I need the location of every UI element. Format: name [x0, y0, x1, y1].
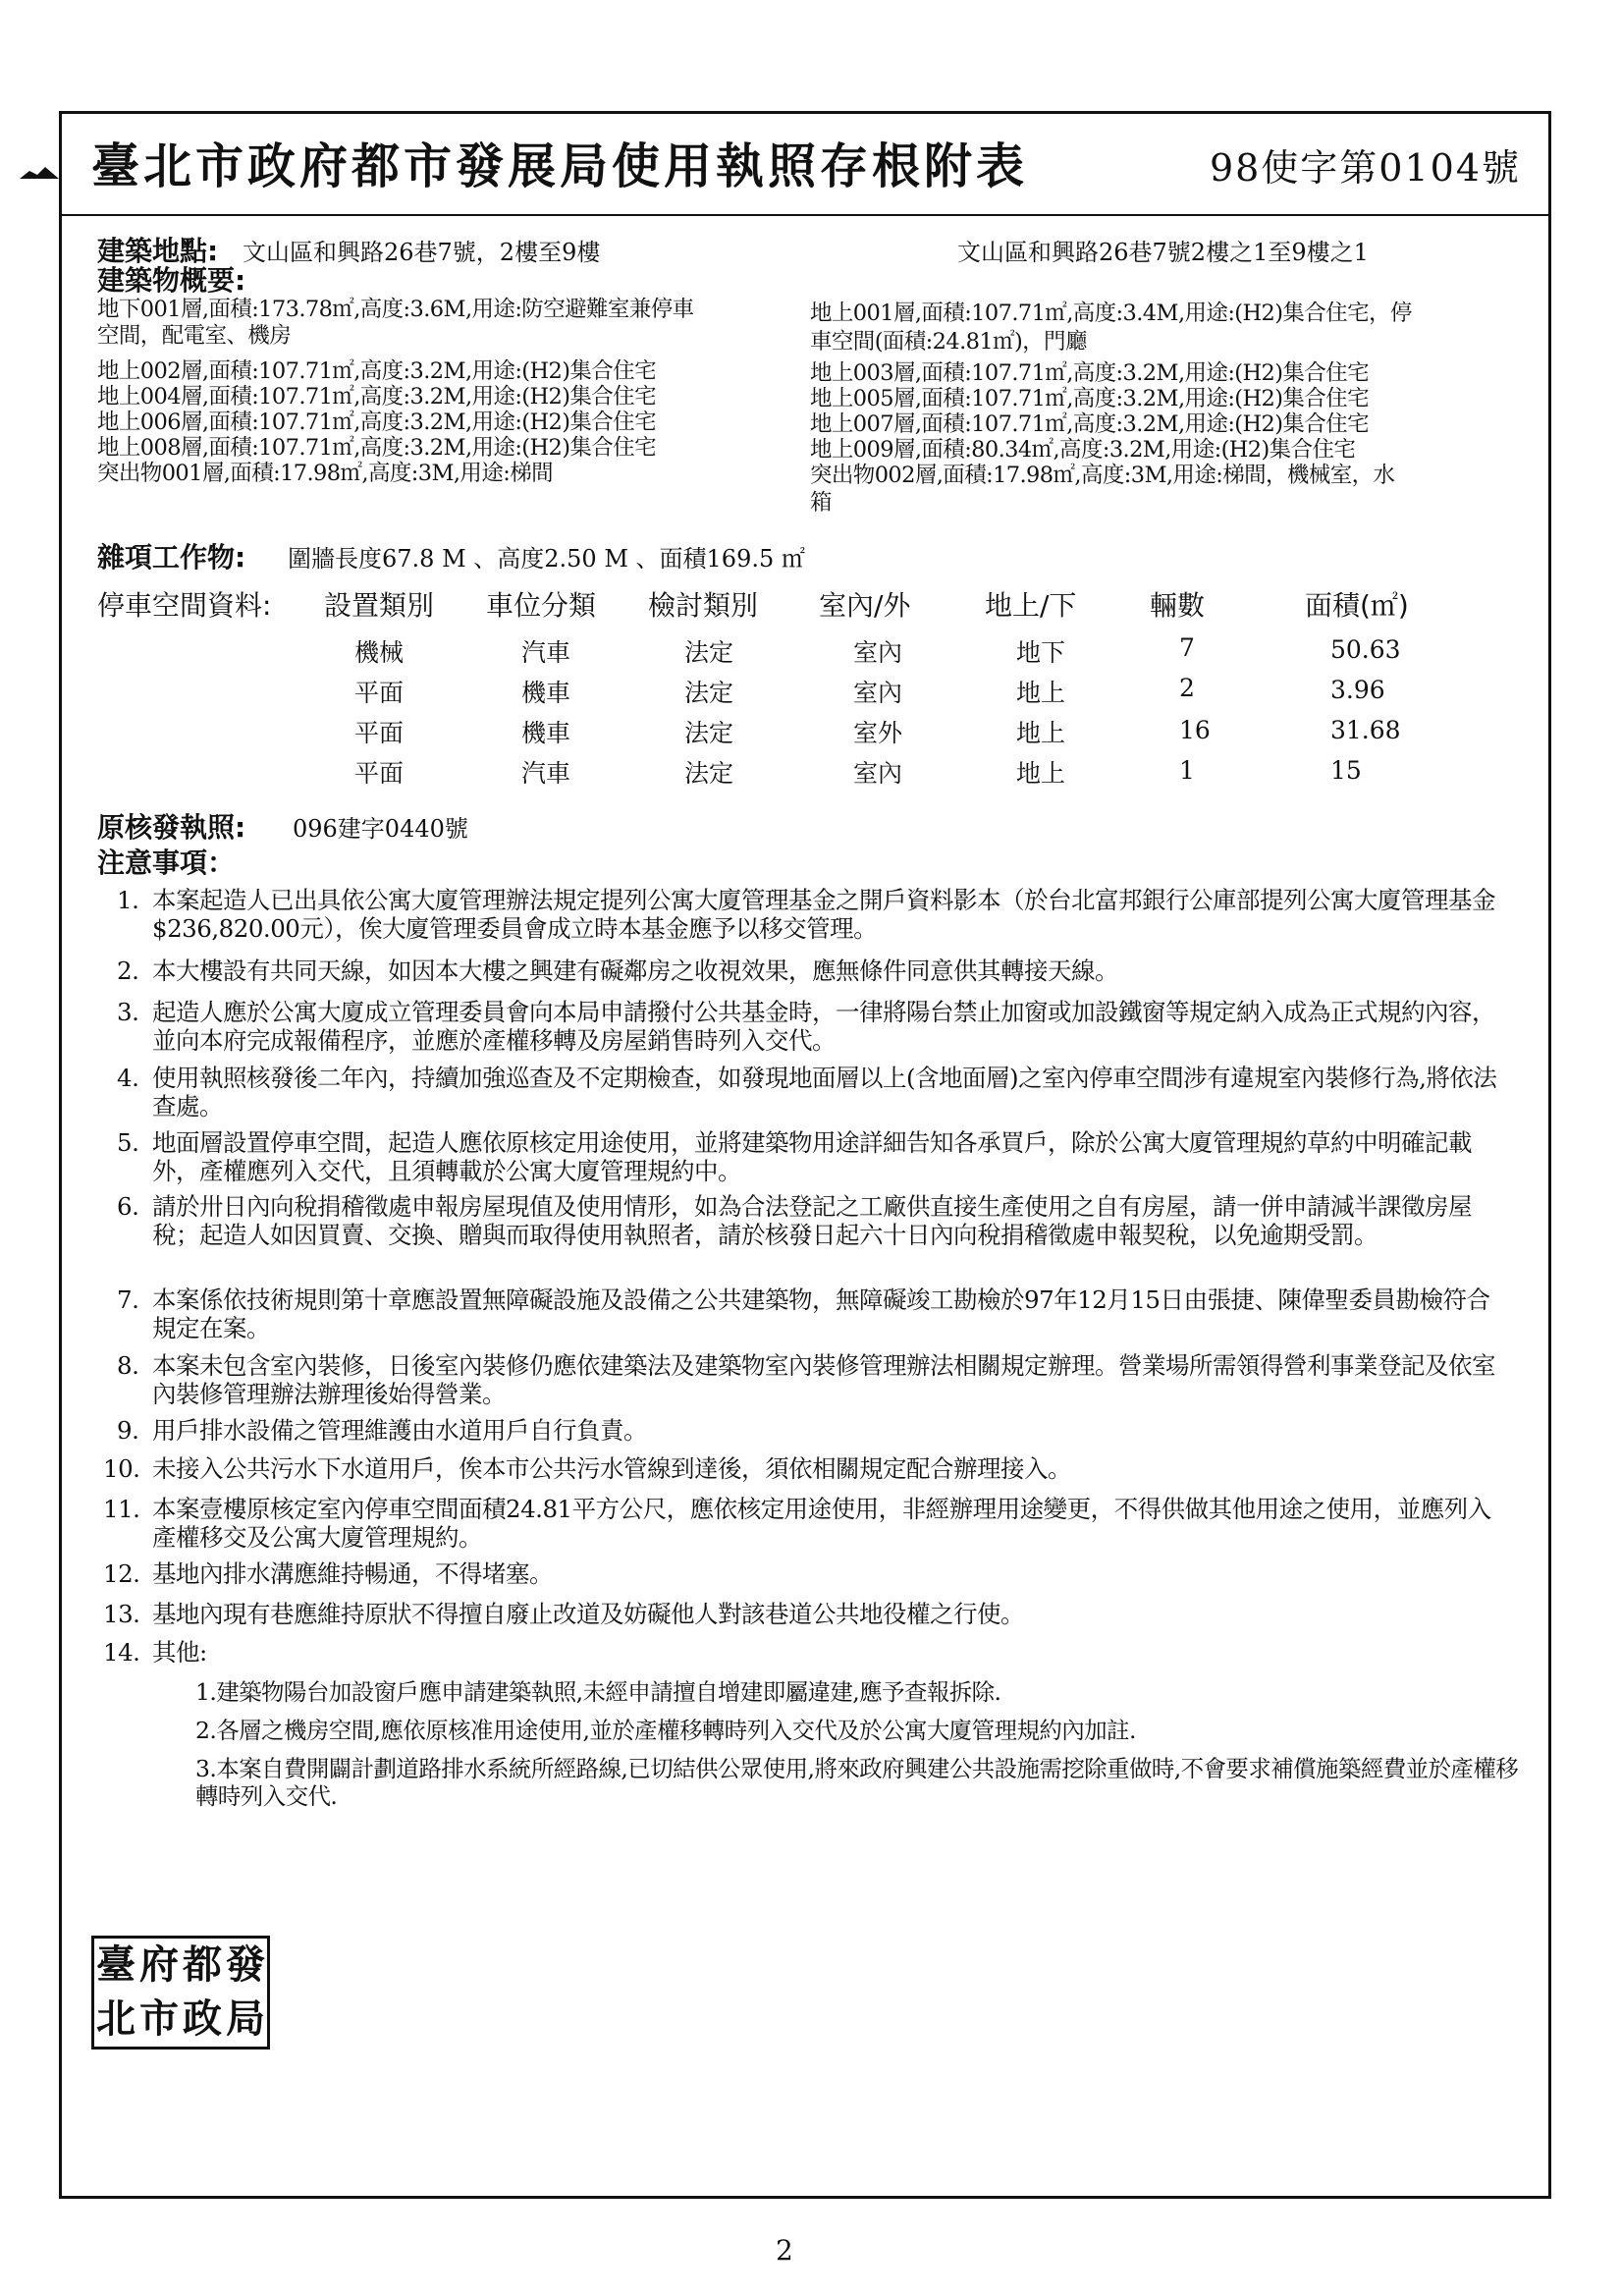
note-text: 本案起造人已出具依公寓大廈管理辦法規定提列公寓大廈管理基金之開戶資料影本（於台北富邦銀行公庫部提列公寓大廈管理基金$236,820.00元），俟大廈管理委員會成立時本基金應予以移交管理。 — [152, 886, 1495, 943]
stamp-char: 市 — [139, 1995, 179, 2042]
parking-cell: 2 — [1179, 674, 1195, 702]
parking-cell: 汽車 — [521, 638, 571, 667]
document-number: 98使字第0104號 — [1209, 146, 1521, 190]
stamp-char: 發 — [226, 1941, 265, 1988]
stamp-char: 府 — [139, 1941, 179, 1988]
parking-cell: 室內 — [853, 638, 903, 667]
note-number: 9. — [117, 1416, 139, 1445]
note-number: 2. — [117, 957, 139, 985]
note-number: 14. — [103, 1638, 140, 1667]
note-sub-item: 2.各層之機房空間,應依原核准用途使用,並於產權移轉時列入交代及於公寓大廈管理規約內加註. — [195, 1717, 1136, 1744]
parking-cell: 平面 — [354, 759, 405, 788]
overview-left-line: 地上002層,面積:107.71㎡,高度:3.2M,用途:(H2)集合住宅 — [97, 358, 656, 384]
parking-header: 室內/外 — [819, 589, 911, 622]
parking-cell: 汽車 — [521, 759, 571, 788]
overview-left-line: 空間，配電室、機房 — [97, 323, 292, 349]
parking-cell: 機械 — [354, 638, 405, 667]
parking-label: 停車空間資料: — [97, 589, 272, 622]
parking-cell: 法定 — [684, 679, 734, 707]
note-item — [117, 957, 1511, 988]
overview-left-line: 地上006層,面積:107.71㎡,高度:3.2M,用途:(H2)集合住宅 — [97, 410, 656, 435]
overview-right-line: 地上003層,面積:107.71㎡,高度:3.2M,用途:(H2)集合住宅 — [810, 360, 1369, 386]
parking-header: 面積(㎡) — [1305, 589, 1409, 622]
note-text: 用戶排水設備之管理維護由水道用戶自行負責。 — [152, 1416, 647, 1445]
parking-cell: 16 — [1179, 716, 1211, 744]
parking-cell: 室外 — [853, 719, 903, 747]
overview-left-line: 地上004層,面積:107.71㎡,高度:3.2M,用途:(H2)集合住宅 — [97, 384, 656, 410]
note-item — [117, 998, 1511, 1059]
overview-right-line: 地上007層,面積:107.71㎡,高度:3.2M,用途:(H2)集合住宅 — [810, 411, 1369, 437]
note-number: 7. — [117, 1285, 139, 1314]
note-item — [117, 1351, 1511, 1412]
parking-cell: 50.63 — [1330, 635, 1401, 664]
parking-cell: 7 — [1179, 633, 1195, 662]
parking-header: 設置類別 — [324, 589, 435, 622]
parking-cell: 平面 — [354, 679, 405, 707]
original-permit-value: 096建字0440號 — [293, 815, 468, 843]
note-item — [117, 1128, 1511, 1189]
notes-label: 注意事項： — [97, 847, 236, 879]
overview-right-line: 地上001層,面積:107.71㎡,高度:3.4M,用途:(H2)集合住宅，停 — [810, 301, 1412, 326]
note-number: 1. — [117, 886, 139, 914]
parking-cell: 平面 — [354, 719, 405, 747]
note-number: 3. — [117, 998, 139, 1026]
parking-cell: 3.96 — [1330, 676, 1385, 704]
overview-left-line: 地下001層,面積:173.78㎡,高度:3.6M,用途:防空避難室兼停車 — [97, 297, 694, 322]
overview-right-line: 突出物002層,面積:17.98㎡,高度:3M,用途:梯間，機械室，水 — [810, 463, 1395, 488]
stamp-char: 北 — [96, 1995, 135, 2042]
title-row — [62, 114, 1548, 216]
note-item — [117, 1285, 1511, 1346]
parking-cell: 1 — [1179, 756, 1195, 785]
parking-cell: 機車 — [521, 679, 571, 707]
note-item — [117, 1416, 1511, 1448]
document-title: 臺北市政府都市發展局使用執照存根附表 — [91, 137, 1029, 194]
parking-cell: 15 — [1330, 756, 1362, 785]
note-text: 基地內排水溝應維持暢通，不得堵塞。 — [152, 1559, 553, 1588]
parking-cell: 31.68 — [1330, 716, 1401, 744]
official-stamp — [91, 1936, 270, 2050]
parking-cell: 室內 — [853, 679, 903, 707]
note-item — [117, 886, 1511, 947]
address-value: 文山區和興路26巷7號，2樓至9樓 — [243, 239, 601, 266]
note-sub-item: 1.建築物陽台加設窗戶應申請建築執照,未經申請擅自增建即屬違建,應予查報拆除. — [195, 1678, 1001, 1706]
parking-cell: 法定 — [684, 759, 734, 788]
note-item — [103, 1454, 1511, 1486]
parking-cell: 法定 — [684, 638, 734, 667]
note-text: 請於卅日內向稅捐稽徵處申報房屋現值及使用情形，如為合法登記之工廠供直接生產使用之自有房屋，請一併申請減半課徵房屋稅；起造人如因買賣、交換、贈與而取得使用執照者，請於核發日起六十日內向稅捐稽徵處申報契稅，以免逾期受罰。 — [152, 1192, 1472, 1249]
parking-cell: 室內 — [853, 759, 903, 788]
note-text: 地面層設置停車空間，起造人應依原核定用途使用，並將建築物用途詳細告知各承買戶，除於公寓大廈管理規約草約中明確記載外，產權應列入交代，且須轉載於公寓大廈管理規約中。 — [152, 1128, 1472, 1185]
stamp-char: 政 — [183, 1995, 222, 2042]
parking-cell: 地上 — [1016, 759, 1066, 788]
note-number: 10. — [103, 1454, 140, 1483]
parking-cell: 機車 — [521, 719, 571, 747]
overview-right-line: 地上009層,面積:80.34㎡,高度:3.2M,用途:(H2)集合住宅 — [810, 437, 1356, 463]
note-item — [117, 1064, 1511, 1124]
misc-value: 圍牆長度67.8 M 、高度2.50 M 、面積169.5 ㎡ — [288, 545, 805, 573]
parking-header: 地上/下 — [985, 589, 1077, 622]
overview-right-line: 地上005層,面積:107.71㎡,高度:3.2M,用途:(H2)集合住宅 — [810, 386, 1369, 411]
overview-left-line: 突出物001層,面積:17.98㎡,高度:3M,用途:梯間 — [97, 461, 554, 486]
note-item — [117, 1192, 1511, 1281]
note-number: 4. — [117, 1064, 139, 1092]
original-permit-label: 原核發執照: — [97, 811, 246, 844]
overview-right-line: 箱 — [810, 490, 832, 516]
note-text: 基地內現有巷應維持原狀不得擅自廢止改道及妨礙他人對該巷道公共地役權之行使。 — [152, 1600, 1024, 1628]
note-number: 5. — [117, 1128, 139, 1157]
overview-left-line: 地上008層,面積:107.71㎡,高度:3.2M,用途:(H2)集合住宅 — [97, 435, 656, 461]
parking-cell: 地下 — [1016, 638, 1066, 667]
note-number: 13. — [103, 1600, 140, 1628]
overview-right-line: 車空間(面積:24.81㎡)，門廳 — [810, 329, 1087, 355]
page-number: 2 — [776, 2234, 793, 2267]
note-number: 8. — [117, 1351, 139, 1380]
note-text: 使用執照核發後二年內，持續加強巡查及不定期檢查，如發現地面層以上(含地面層)之室內停車空間涉有違規室內裝修行為,將依法查處。 — [152, 1064, 1497, 1121]
note-text: 本案未包含室內裝修，日後室內裝修仍應依建築法及建築物室內裝修管理辦法相關規定辦理。營業場所需領得營利事業登記及依室內裝修管理辦法辦理後始得營業。 — [152, 1351, 1495, 1408]
note-sub-item: 3.本案自費開闢計劃道路排水系統所經路線,已切結供公眾使用,將來政府興建公共設施需挖除重做時,不會要求補償施築經費並於產權移轉時列入交代. — [195, 1755, 1519, 1810]
parking-cell: 地上 — [1016, 679, 1066, 707]
note-text: 本大樓設有共同天線，如因本大樓之興建有礙鄰房之收視效果，應無條件同意供其轉接天線。 — [152, 957, 1118, 985]
note-item — [103, 1495, 1511, 1556]
stamp-char: 局 — [226, 1995, 265, 2042]
stamp-char: 臺 — [96, 1941, 135, 1988]
scan-mark — [20, 165, 59, 181]
note-item — [103, 1600, 1511, 1631]
note-number: 6. — [117, 1192, 139, 1221]
note-number: 11. — [103, 1495, 140, 1523]
parking-header: 檢討類別 — [648, 589, 759, 622]
note-item — [103, 1559, 1511, 1591]
parking-cell: 地上 — [1016, 719, 1066, 747]
address-right: 文山區和興路26巷7號2樓之1至9樓之1 — [957, 239, 1369, 266]
note-item — [103, 1638, 1511, 1669]
address-label: 建築地點: — [97, 235, 219, 267]
parking-cell: 法定 — [684, 719, 734, 747]
note-text: 本案係依技術規則第十章應設置無障礙設施及設備之公共建築物，無障礙竣工勘檢於97年12月15日由張捷、陳偉聖委員勘檢符合規定在案。 — [152, 1285, 1490, 1342]
misc-label: 雜項工作物: — [97, 541, 246, 574]
note-text: 起造人應於公寓大廈成立管理委員會向本局申請撥付公共基金時，一律將陽台禁止加窗或加設鐵窗等規定納入成為正式規約內容，並向本府完成報備程序，並應於產權移轉及房屋銷售時列入交代。 — [152, 998, 1495, 1055]
note-text: 其他: — [152, 1638, 207, 1667]
document-frame — [59, 111, 1551, 2199]
note-number: 12. — [103, 1559, 140, 1588]
stamp-char: 都 — [183, 1941, 222, 1988]
parking-header: 輛數 — [1150, 589, 1206, 622]
note-text: 本案壹樓原核定室內停車空間面積24.81平方公尺，應依核定用途使用，非經辦理用途變更，不得供做其他用途之使用，並應列入產權移交及公寓大廈管理規約。 — [152, 1495, 1491, 1552]
parking-header: 車位分類 — [486, 589, 597, 622]
note-text: 未接入公共污水下水道用戶，俟本市公共污水管線到達後，須依相關規定配合辦理接入。 — [152, 1454, 1071, 1483]
overview-label: 建築物概要: — [97, 264, 246, 297]
